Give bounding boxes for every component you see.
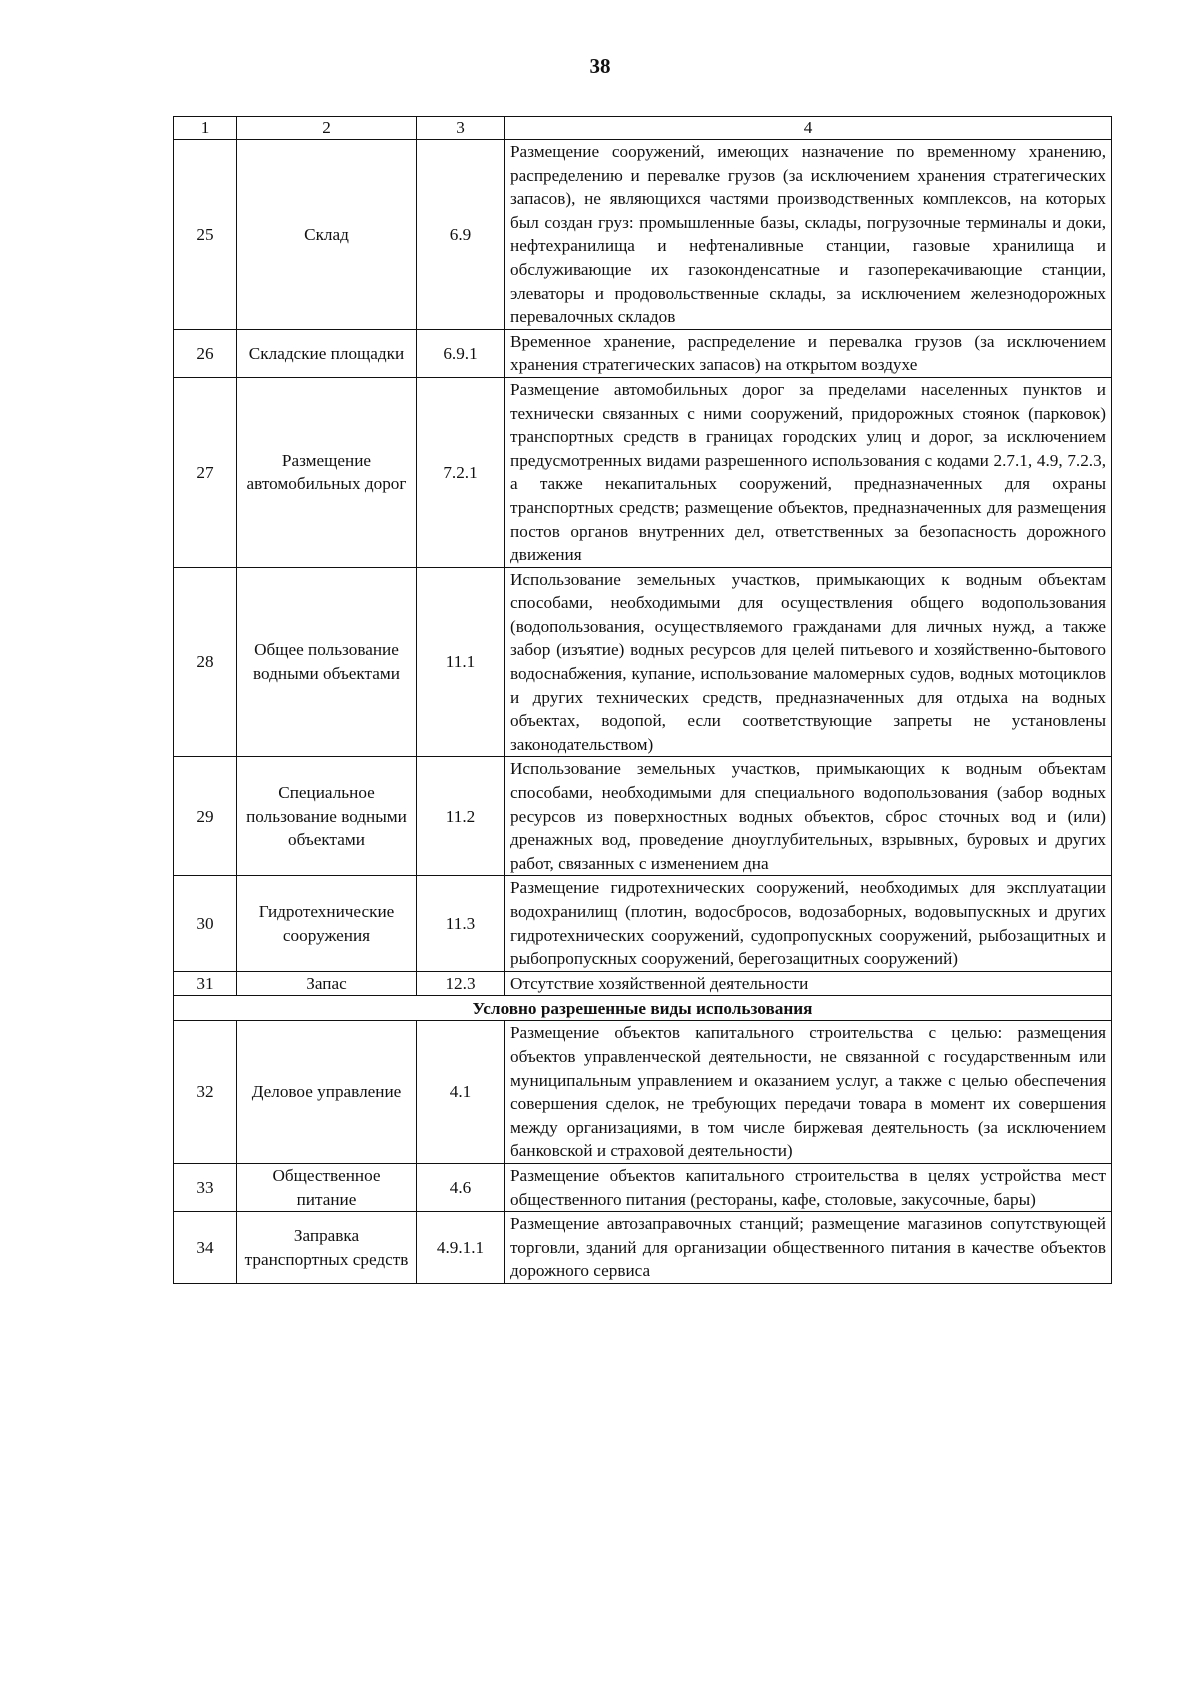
section-row xyxy=(174,996,1112,1021)
land-use-code: 4.9.1.1 xyxy=(417,1212,505,1284)
land-use-name: Размещение автомобильных дорог xyxy=(237,377,417,567)
land-use-code: 11.1 xyxy=(417,567,505,757)
table-row xyxy=(174,567,1112,757)
row-number: 29 xyxy=(174,757,237,876)
land-use-code: 6.9 xyxy=(417,140,505,330)
land-use-code: 7.2.1 xyxy=(417,377,505,567)
table-row xyxy=(174,1021,1112,1164)
row-number: 26 xyxy=(174,329,237,377)
row-number: 28 xyxy=(174,567,237,757)
table-row xyxy=(174,971,1112,996)
row-number: 34 xyxy=(174,1212,237,1284)
land-use-description: Размещение автозаправочных станций; размещение магазинов сопутствующей торговли, зданий для организации общественного питания в качестве объектов дорожного сервиса xyxy=(505,1212,1112,1284)
column-header-1: 1 xyxy=(174,117,237,140)
table-row xyxy=(174,329,1112,377)
table-row xyxy=(174,757,1112,876)
row-number: 32 xyxy=(174,1021,237,1164)
land-use-name: Запас xyxy=(237,971,417,996)
row-number: 25 xyxy=(174,140,237,330)
land-use-name: Складские площадки xyxy=(237,329,417,377)
land-use-name: Деловое управление xyxy=(237,1021,417,1164)
land-use-name: Общественное питание xyxy=(237,1163,417,1211)
row-number: 33 xyxy=(174,1163,237,1211)
land-use-name: Заправка транспортных средств xyxy=(237,1212,417,1284)
column-header-4: 4 xyxy=(505,117,1112,140)
section-title: Условно разрешенные виды использования xyxy=(174,996,1112,1021)
land-use-code: 4.1 xyxy=(417,1021,505,1164)
land-use-code: 11.3 xyxy=(417,876,505,971)
table-row xyxy=(174,1212,1112,1284)
land-use-description: Использование земельных участков, примыкающих к водным объектам способами, необходимыми для специального водопользования (забор водных ресурсов из поверхностных водных объектов, сброс сточных вод и (или) дренажных вод, проведение дноуглубительных, взрывных, буровых и других работ, связанных с изменением дна xyxy=(505,757,1112,876)
table-row xyxy=(174,876,1112,971)
table-row xyxy=(174,377,1112,567)
land-use-table xyxy=(173,116,1112,1284)
table-row xyxy=(174,140,1112,330)
land-use-description: Использование земельных участков, примыкающих к водным объектам способами, необходимыми для осуществления общего водопользования (водопользования, осуществляемого гражданами для личных нужд, а также забор (изъятие) водных ресурсов для целей питьевого и хозяйственно-бытового водоснабжения, купание, использование маломерных судов, водных мотоциклов и других технических средств, предназначенных для отдыха на водных объектах, водопой, если соответствующие запреты не установлены законодательством) xyxy=(505,567,1112,757)
land-use-description: Отсутствие хозяйственной деятельности xyxy=(505,971,1112,996)
land-use-name: Гидротехнические сооружения xyxy=(237,876,417,971)
land-use-description: Размещение гидротехнических сооружений, необходимых для эксплуатации водохранилищ (плотин, водосбросов, водозаборных, водовыпускных и других гидротехнических сооружений, судопропускных сооружений, рыбозащитных и рыбопропускных сооружений, берегозащитных сооружений) xyxy=(505,876,1112,971)
land-use-code: 11.2 xyxy=(417,757,505,876)
land-use-description: Размещение объектов капитального строительства с целью: размещения объектов управленческой деятельности, не связанной с государственным или муниципальным управлением и оказанием услуг, а также с целью обеспечения совершения сделок, не требующих передачи товара в момент их совершения между организациями, в том числе биржевая деятельность (за исключением банковской и страховой деятельности) xyxy=(505,1021,1112,1164)
page-number: 38 xyxy=(589,54,611,78)
land-use-description: Временное хранение, распределение и перевалка грузов (за исключением хранения стратегических запасов) на открытом воздухе xyxy=(505,329,1112,377)
land-use-name: Специальное пользование водными объектами xyxy=(237,757,417,876)
table-header-row xyxy=(174,117,1112,140)
land-use-name: Общее пользование водными объектами xyxy=(237,567,417,757)
land-use-description: Размещение сооружений, имеющих назначение по временному хранению, распределению и перевалке грузов (за исключением хранения стратегических запасов), не являющихся частями производственных комплексов, на которых был создан груз: промышленные базы, склады, погрузочные терминалы и доки, нефтехранилища и нефтеналивные станции, газовые хранилища и обслуживающие их газоконденсатные и газоперекачивающие станции, элеваторы и продовольственные склады, за исключением железнодорожных перевалочных складов xyxy=(505,140,1112,330)
column-header-2: 2 xyxy=(237,117,417,140)
row-number: 31 xyxy=(174,971,237,996)
column-header-3: 3 xyxy=(417,117,505,140)
land-use-description: Размещение объектов капитального строительства в целях устройства мест общественного питания (рестораны, кафе, столовые, закусочные, бары) xyxy=(505,1163,1112,1211)
land-use-description: Размещение автомобильных дорог за пределами населенных пунктов и технически связанных с ними сооружений, придорожных стоянок (парковок) транспортных средств в границах городских улиц и дорог, за исключением предусмотренных видами разрешенного использования с кодами 2.7.1, 4.9, 7.2.3, а также некапитальных сооружений, предназначенных для охраны транспортных средств; размещение объектов, предназначенных для размещения постов органов внутренних дел, ответственных за безопасность дорожного движения xyxy=(505,377,1112,567)
row-number: 27 xyxy=(174,377,237,567)
land-use-code: 4.6 xyxy=(417,1163,505,1211)
land-use-name: Склад xyxy=(237,140,417,330)
land-use-code: 12.3 xyxy=(417,971,505,996)
table-row xyxy=(174,1163,1112,1211)
land-use-code: 6.9.1 xyxy=(417,329,505,377)
row-number: 30 xyxy=(174,876,237,971)
